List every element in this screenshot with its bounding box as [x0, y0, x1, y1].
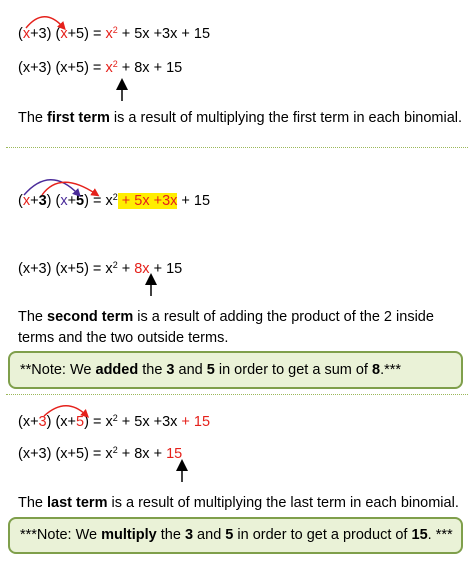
text: .***: [380, 362, 402, 378]
result-15: + 15: [181, 414, 211, 430]
text: + 8x + 15: [117, 60, 183, 76]
text: The: [18, 495, 48, 511]
text: The: [18, 309, 48, 325]
text: + 15: [177, 193, 211, 209]
second-term-explanation: [18, 307, 434, 349]
text: terms and the two outside terms.: [18, 330, 229, 346]
text: **Note: We: [20, 362, 96, 378]
text: 15: [411, 527, 428, 543]
text: (: [18, 26, 23, 42]
text: 2: [112, 25, 118, 35]
text: x: [22, 193, 31, 209]
text: in order to get a sum of: [214, 362, 372, 378]
text: second term: [47, 309, 134, 325]
text: + 5x +3x + 15: [117, 26, 211, 42]
text: is a result of adding the product of the 2 inside: [133, 309, 434, 325]
text: is a result of multiplying the first term in each binomial.: [109, 110, 463, 126]
text: and: [174, 362, 207, 378]
text: (x+3) (x+5) =: [18, 60, 106, 76]
text: +: [67, 193, 77, 209]
text: (x+3) (x+5) = x: [18, 261, 113, 277]
last-5: 5: [76, 414, 85, 430]
last-term-equation-2: [18, 446, 182, 462]
text: x: [60, 193, 68, 209]
note-sum-box: [8, 351, 463, 389]
first-term-explanation: [18, 108, 462, 129]
text: and: [193, 527, 226, 543]
text: The: [18, 110, 48, 126]
text: ) = x: [84, 193, 113, 209]
inside-5: 5: [76, 193, 85, 209]
text: 2: [112, 260, 118, 270]
last-term-explanation: [18, 493, 459, 514]
text: (: [18, 193, 23, 209]
text: 2: [112, 445, 118, 455]
last-term-equation-1: [18, 414, 210, 430]
text: the: [156, 527, 185, 543]
text: in order to get a product of: [233, 527, 412, 543]
text: ) (: [46, 193, 61, 209]
text: +: [117, 261, 135, 277]
text: + 8x +: [117, 446, 167, 462]
text: +5) =: [67, 26, 106, 42]
text: 2: [112, 59, 118, 69]
inside-3: 3: [38, 193, 47, 209]
result-8x: 8x: [134, 261, 150, 277]
text: added: [95, 362, 139, 378]
text: 3: [184, 527, 194, 543]
text: 2: [112, 192, 118, 202]
note-product-box: [8, 517, 463, 554]
text: + 15: [149, 261, 183, 277]
text: 5: [206, 362, 215, 378]
section-divider: [6, 394, 468, 395]
text: 2: [112, 413, 118, 423]
first-x-1: x: [22, 26, 31, 42]
result-x: x: [105, 26, 113, 42]
text: 8: [372, 362, 381, 378]
text: is a result of multiplying the last term in each binomial.: [107, 495, 459, 511]
text: + 5x +3x: [117, 414, 182, 430]
text: first term: [47, 110, 110, 126]
second-term-equation-1: [18, 193, 210, 209]
result-15: 15: [166, 446, 183, 462]
text: 5: [225, 527, 234, 543]
section-divider: [6, 147, 468, 148]
text: ) = x: [84, 414, 113, 430]
highlighted-middle-terms: + 5x +3x: [117, 193, 178, 209]
result-x: x: [105, 60, 113, 76]
first-term-equation-1: [18, 26, 210, 42]
text: . ***: [427, 527, 453, 543]
text: multiply: [101, 527, 157, 543]
first-term-equation-2: [18, 60, 182, 76]
text: 3: [166, 362, 175, 378]
text: +: [30, 193, 39, 209]
text: the: [138, 362, 167, 378]
text: (x+3) (x+5) = x: [18, 446, 113, 462]
text: +3) (: [30, 26, 61, 42]
last-3: 3: [38, 414, 47, 430]
text: ***Note: We: [20, 527, 102, 543]
text: (x+: [18, 414, 39, 430]
second-term-equation-2: [18, 261, 182, 277]
first-x-2: x: [60, 26, 68, 42]
text: last term: [47, 495, 108, 511]
text: ) (x+: [46, 414, 77, 430]
